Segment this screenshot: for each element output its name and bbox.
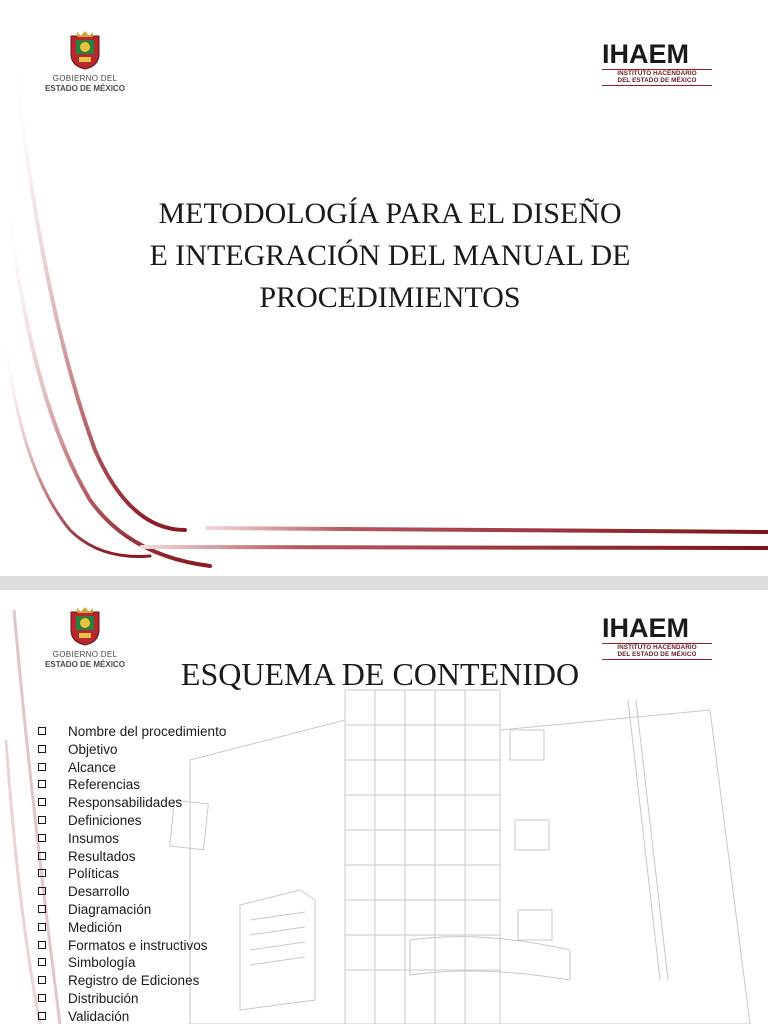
contents-list-item bbox=[38, 919, 226, 937]
contents-title: ESQUEMA DE CONTENIDO bbox=[180, 656, 580, 692]
checkbox-bullet-icon bbox=[38, 834, 46, 842]
ihaem-logo bbox=[602, 40, 712, 86]
checkbox-bullet-icon bbox=[38, 852, 46, 860]
slide-contents bbox=[0, 590, 768, 1024]
contents-list-item bbox=[38, 954, 226, 972]
contents-list-item-label: Validación bbox=[68, 1008, 130, 1024]
checkbox-bullet-icon bbox=[38, 745, 46, 753]
contents-list-item-label: Referencias bbox=[68, 777, 141, 793]
checkbox-bullet-icon bbox=[38, 727, 46, 735]
ihaem-logo-name: IHAEM bbox=[602, 613, 689, 643]
ihaem-logo-sub2: DEL ESTADO DE MÉXICO bbox=[617, 77, 697, 84]
contents-list-item bbox=[38, 812, 226, 830]
gov-logo-line2: ESTADO DE MÉXICO bbox=[45, 84, 125, 93]
checkbox-bullet-icon bbox=[38, 763, 46, 771]
building-sketch-background bbox=[150, 680, 760, 1024]
contents-list-item bbox=[38, 723, 226, 741]
ihaem-logo-sub2: DEL ESTADO DE MÉXICO bbox=[617, 651, 697, 658]
checkbox-bullet-icon bbox=[38, 923, 46, 931]
cover-title bbox=[60, 193, 720, 319]
contents-list-item-label: Objetivo bbox=[68, 741, 118, 757]
checkbox-bullet-icon bbox=[38, 869, 46, 877]
ihaem-logo-rule-bottom bbox=[602, 85, 712, 86]
checkbox-bullet-icon bbox=[38, 816, 46, 824]
contents-list-item-label: Resultados bbox=[68, 848, 136, 864]
state-seal-icon bbox=[67, 606, 103, 646]
ihaem-logo-sub1: INSTITUTO HACENDARIO bbox=[617, 644, 697, 651]
cover-title-line3: PROCEDIMIENTOS bbox=[259, 281, 521, 314]
contents-list-item bbox=[38, 776, 226, 794]
contents-list-item-label: Distribución bbox=[68, 990, 139, 1006]
contents-list-item-label: Diagramación bbox=[68, 901, 152, 917]
contents-list-item bbox=[38, 830, 226, 848]
contents-list-item-label: Desarrollo bbox=[68, 884, 130, 900]
gov-logo-line1: GOBIERNO DEL bbox=[52, 74, 118, 83]
checkbox-bullet-icon bbox=[38, 994, 46, 1002]
checkbox-bullet-icon bbox=[38, 976, 46, 984]
state-seal-icon bbox=[67, 30, 103, 70]
contents-list-item bbox=[38, 1008, 226, 1024]
contents-list bbox=[38, 723, 226, 1024]
checkbox-bullet-icon bbox=[38, 798, 46, 806]
gobierno-estado-mexico-logo bbox=[30, 30, 140, 94]
checkbox-bullet-icon bbox=[38, 780, 46, 788]
contents-list-item-label: Nombre del procedimiento bbox=[68, 724, 227, 739]
contents-list-item-label: Registro de Ediciones bbox=[68, 973, 200, 989]
contents-list-item bbox=[38, 990, 226, 1008]
contents-list-item-label: Simbología bbox=[68, 955, 136, 971]
contents-list-item bbox=[38, 865, 226, 883]
checkbox-bullet-icon bbox=[38, 905, 46, 913]
contents-list-item bbox=[38, 972, 226, 990]
checkbox-bullet-icon bbox=[38, 887, 46, 895]
contents-list-item bbox=[38, 794, 226, 812]
contents-list-item bbox=[38, 741, 226, 759]
gov-logo-line1: GOBIERNO DEL bbox=[52, 650, 118, 659]
contents-list-item-label: Medición bbox=[68, 919, 123, 935]
contents-list-item bbox=[38, 848, 226, 866]
contents-list-item bbox=[38, 937, 226, 955]
checkbox-bullet-icon bbox=[38, 1012, 46, 1020]
contents-list-item bbox=[38, 901, 226, 919]
contents-list-item-label: Insumos bbox=[68, 830, 120, 846]
ihaem-logo-sub1: INSTITUTO HACENDARIO bbox=[617, 70, 697, 77]
cover-title-line2: E INTEGRACIÓN DEL MANUAL DE bbox=[149, 239, 631, 272]
contents-list-item-label: Formatos e instructivos bbox=[68, 937, 208, 953]
checkbox-bullet-icon bbox=[38, 958, 46, 966]
contents-list-item-label: Definiciones bbox=[68, 812, 142, 828]
cover-title-line1: METODOLOGÍA PARA EL DISEÑO bbox=[158, 197, 622, 230]
gov-logo-line2: ESTADO DE MÉXICO bbox=[45, 660, 125, 669]
contents-list-item bbox=[38, 883, 226, 901]
contents-list-item-label: Alcance bbox=[68, 759, 117, 775]
contents-list-item-label: Políticas bbox=[68, 866, 120, 882]
slide-separator bbox=[0, 576, 768, 590]
contents-list-item bbox=[38, 759, 226, 777]
checkbox-bullet-icon bbox=[38, 941, 46, 949]
contents-list-item-label: Responsabilidades bbox=[68, 795, 183, 811]
ihaem-logo-name: IHAEM bbox=[602, 39, 689, 69]
